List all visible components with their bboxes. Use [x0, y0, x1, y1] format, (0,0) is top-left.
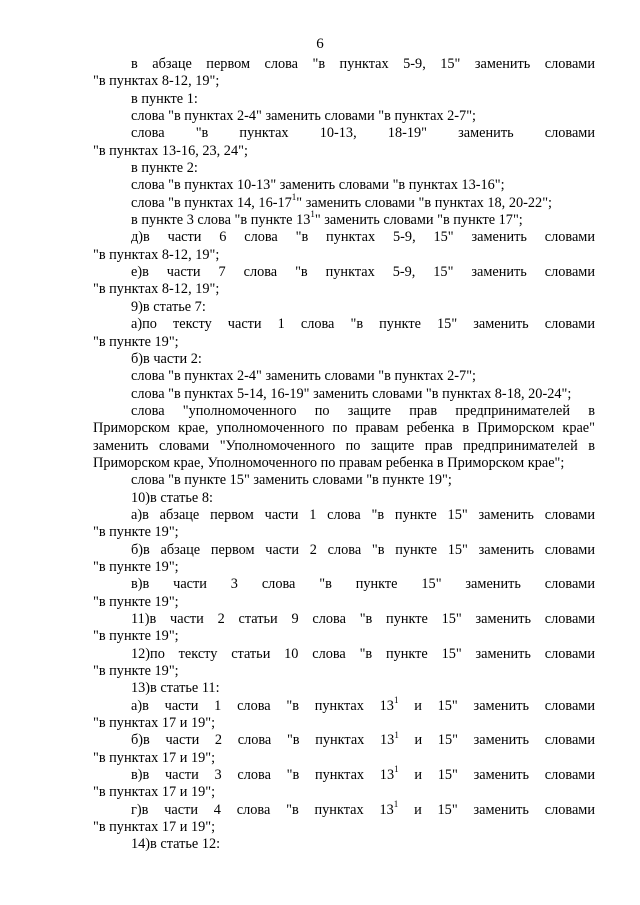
- text-line: "в пунктах 17 и 19";: [93, 819, 216, 836]
- text-line: "в пункте 19";: [93, 628, 179, 645]
- text-line: слова "в пунктах 2-4" заменить словами "в пунктах 2-7";: [131, 108, 477, 125]
- text-line: д)в части 6 слова "в пунктах 5-9, 15" заменить словами: [131, 229, 595, 246]
- text-fragment: в пункте 3 слова "в пункте 13: [131, 212, 311, 229]
- text-line: [93, 729, 595, 749]
- text-line: б)в части 2:: [131, 350, 202, 367]
- text-line: "в пунктах 13-16, 23, 24";: [93, 142, 248, 159]
- text-line: "в пунктах 8-12, 19";: [93, 246, 220, 263]
- text-fragment: и 15" заменить словами: [398, 767, 595, 784]
- text-line: в)в части 3 слова "в пункте 15" заменить словами: [131, 576, 595, 593]
- text-line: слова "в пунктах 10-13" заменить словами "в пунктах 13-16";: [131, 177, 505, 194]
- text-line: "в пунктах 8-12, 19";: [93, 281, 220, 298]
- text-line: "в пунктах 17 и 19";: [93, 715, 216, 732]
- text-line: е)в части 7 слова "в пунктах 5-9, 15" заменить словами: [131, 264, 595, 281]
- text-line: [93, 191, 595, 212]
- text-line: "в пунктах 17 и 19";: [93, 749, 216, 766]
- text-line: 12)по тексту статьи 10 слова "в пункте 15" заменить словами: [131, 645, 595, 662]
- text-fragment: г)в части 4 слова "в пунктах 13: [131, 801, 394, 818]
- text-line: слова "в пунктах 2-4" заменить словами "в пунктах 2-7";: [131, 368, 477, 385]
- text-line: "в пунктах 8-12, 19";: [93, 73, 220, 90]
- text-fragment: и 15" заменить словами: [398, 697, 595, 714]
- text-line: [93, 209, 595, 229]
- text-line: а)по тексту части 1 слова "в пункте 15" заменить словами: [131, 316, 595, 333]
- superscript: 1: [394, 764, 399, 775]
- text-fragment: слова "в пунктах 14, 16-17: [131, 194, 292, 211]
- text-line: б)в абзаце первом части 2 слова "в пункте 15" заменить словами: [131, 541, 595, 558]
- text-line: слова "в пункте 15" заменить словами "в пункте 19";: [131, 472, 452, 489]
- text-line: 13)в статье 11:: [131, 680, 220, 697]
- text-line: 10)в статье 8:: [131, 489, 213, 506]
- superscript: 1: [310, 209, 315, 220]
- text-fragment: " заменить словами "в пунктах 18, 20-22";: [296, 194, 552, 211]
- text-fragment: и 15" заменить словами: [398, 801, 595, 818]
- text-fragment: и 15" заменить словами: [398, 732, 595, 749]
- superscript: 1: [394, 729, 399, 740]
- superscript: 1: [393, 799, 399, 810]
- text-line: 9)в статье 7:: [131, 298, 206, 315]
- text-fragment: а)в части 1 слова "в пунктах 13: [131, 697, 394, 714]
- text-line: "в пункте 19";: [93, 524, 179, 541]
- text-line: в пункте 1:: [131, 90, 198, 107]
- text-line: а)в абзаце первом части 1 слова "в пункте 15" заменить словами: [131, 506, 595, 523]
- text-line: в абзаце первом слова "в пунктах 5-9, 15" заменить словами: [131, 56, 595, 72]
- text-line: [93, 764, 595, 784]
- text-line: [93, 694, 595, 715]
- text-line: в пункте 2:: [131, 160, 198, 177]
- text-line: слова "в пунктах 5-14, 16-19" заменить словами "в пунктах 8-18, 20-24";: [131, 385, 572, 402]
- text-line: 11)в части 2 статьи 9 слова "в пункте 15" заменить словами: [131, 611, 595, 627]
- text-line: "в пунктах 17 и 19";: [93, 784, 216, 801]
- text-line: 14)в статье 12:: [131, 836, 221, 853]
- text-line: Приморском крае, уполномоченного по правам ребенка в Приморском крае": [93, 420, 595, 437]
- document-body: [93, 56, 595, 854]
- text-line: слова "в пунктах 10-13, 18-19" заменить словами: [131, 125, 595, 142]
- text-line: "в пункте 19";: [93, 663, 179, 680]
- text-line: "в пункте 19";: [93, 558, 179, 575]
- text-line: "в пункте 19";: [93, 593, 179, 610]
- superscript: 1: [291, 191, 297, 202]
- page-number: 6: [316, 36, 324, 52]
- text-line: [93, 799, 595, 819]
- text-fragment: б)в части 2 слова "в пунктах 13: [131, 732, 395, 749]
- text-fragment: " заменить словами "в пункте 17";: [314, 212, 523, 229]
- text-line: заменить словами "Уполномоченного по защите прав предпринимателей в: [93, 437, 595, 454]
- text-line: слова "уполномоченного по защите прав предпринимателей в: [131, 402, 595, 419]
- text-fragment: в)в части 3 слова "в пунктах 13: [131, 767, 395, 784]
- text-line: "в пункте 19";: [93, 333, 179, 350]
- superscript: 1: [393, 694, 399, 705]
- text-line: Приморском крае, Уполномоченного по правам ребенка в Приморском крае";: [93, 454, 565, 471]
